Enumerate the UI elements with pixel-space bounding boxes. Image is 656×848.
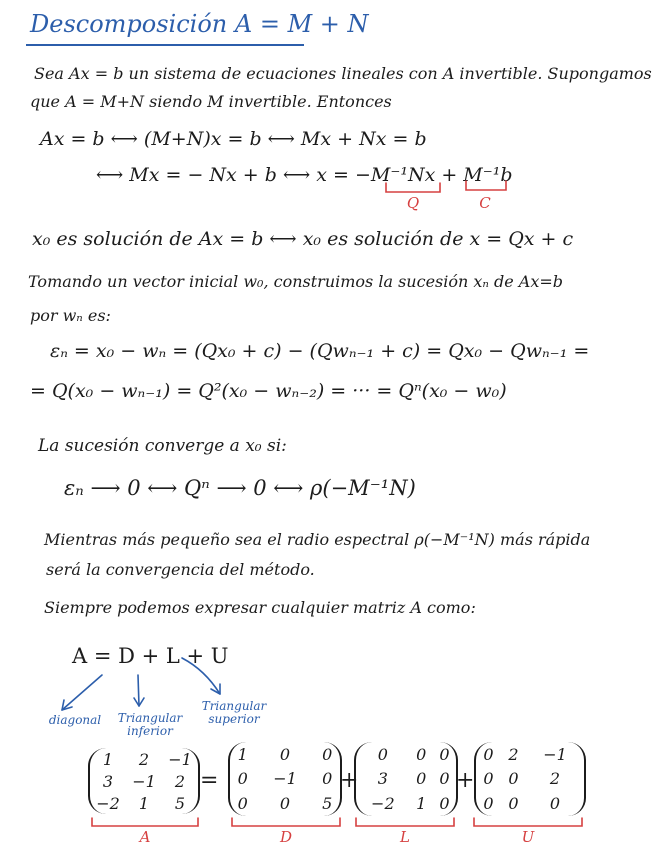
arrow-to-upper — [182, 658, 220, 694]
matrix-u-cell: 0 — [483, 769, 494, 789]
spectral-line-1: Mientras más pequeño sea el radio espectral ρ(−M⁻¹N) más rápida — [44, 530, 591, 549]
matrix-a-cell: 2 — [174, 771, 186, 791]
matrix-a-cell: 1 — [102, 749, 114, 769]
label-upper-line-1: Triangular — [201, 699, 267, 713]
matrix-u-cell: −1 — [543, 744, 567, 764]
matrix-plus-sign-1: + — [340, 768, 359, 793]
matrix-d-cell: 0 — [322, 769, 333, 789]
matrix-u-cell: 0 — [483, 744, 494, 764]
matrix-l-cell: 1 — [416, 794, 427, 814]
matrix-d-cell: 0 — [237, 794, 248, 814]
convergence-equation: εₙ ⟶ 0 ⟷ Qⁿ ⟶ 0 ⟷ ρ(−M⁻¹N) — [64, 476, 416, 500]
label-upper-line-2: superior — [208, 712, 260, 726]
matrix-d-cell: 0 — [322, 744, 333, 764]
matrix-l-cell: 0 — [377, 744, 388, 764]
derivation-equation-2: ⟷ Mx = − Nx + b ⟷ x = −M⁻¹Nx + M⁻¹b — [96, 164, 513, 186]
matrix-label-l: L — [400, 828, 410, 846]
bracket-u — [474, 818, 582, 826]
matrix-u-cell: 2 — [549, 769, 561, 789]
matrix-d-table — [230, 742, 340, 816]
matrix-a-cell: −1 — [168, 749, 192, 769]
sequence-line-2: por wₙ es: — [30, 306, 111, 325]
matrix-label-d: D — [279, 828, 293, 846]
spectral-line-2: será la convergencia del método. — [46, 560, 315, 579]
decomposition-equation: A = D + L + U — [72, 644, 229, 668]
matrix-d-cell: 5 — [322, 794, 333, 814]
bracket-a — [92, 818, 198, 826]
matrix-l-cell: 3 — [377, 769, 388, 789]
matrix-d-cell: 0 — [279, 744, 291, 764]
matrix-l-cell: 0 — [439, 769, 450, 789]
matrix-a-table — [90, 748, 198, 814]
matrix-plus-sign-2: + — [456, 768, 475, 793]
matrix-a-cell: −1 — [132, 771, 156, 791]
intro-line-2: que A = M+N siendo M invertible. Entonces — [30, 92, 392, 111]
matrix-l — [354, 742, 458, 816]
matrix-l-cell: 0 — [416, 769, 427, 789]
derivation-equation-1: Ax = b ⟷ (M+N)x = b ⟷ Mx + Nx = b — [40, 128, 427, 150]
error-equation-1: εₙ = x₀ − wₙ = (Qx₀ + c) − (Qwₙ₋₁ + c) = Qx₀ − Qwₙ₋₁ = — [50, 340, 590, 362]
error-equation-2: = Q(x₀ − wₙ₋₁) = Q²(x₀ − wₙ₋₂) = ··· = Qⁿ(x₀ − w₀) — [30, 380, 507, 402]
matrix-u-cell: 0 — [483, 794, 494, 814]
matrix-a-cell: −2 — [96, 793, 120, 813]
decomposition-line: Siempre podemos expresar cualquier matriz A como: — [44, 598, 476, 617]
label-diagonal: diagonal — [48, 713, 102, 727]
matrix-u-table — [476, 742, 584, 816]
sequence-line-1: Tomando un vector inicial w₀, construimos la sucesión xₙ de Ax=b — [28, 272, 564, 291]
matrix-l-cell: 0 — [439, 794, 450, 814]
bracket-l — [356, 818, 454, 826]
label-lower-line-2: inferior — [127, 724, 173, 738]
matrix-equals-sign: = — [200, 768, 219, 793]
arrow-to-diagonal — [62, 675, 102, 710]
arrow-to-lower — [138, 675, 139, 706]
matrix-a — [88, 748, 200, 814]
matrix-d-cell: −1 — [273, 769, 297, 789]
matrix-a-cell: 3 — [102, 771, 114, 791]
matrix-l-cell: 0 — [416, 744, 427, 764]
matrix-label-u: U — [521, 828, 535, 846]
bracket-c — [466, 181, 506, 190]
page-title: Descomposición A = M + N — [30, 10, 369, 38]
convergence-line: La sucesión converge a x₀ si: — [38, 436, 287, 456]
matrix-u — [474, 742, 586, 816]
matrix-u-cell: 2 — [508, 744, 519, 764]
bracket-q — [386, 183, 440, 192]
label-q: Q — [406, 194, 420, 212]
bracket-d — [232, 818, 340, 826]
matrix-label-a: A — [139, 828, 151, 846]
matrix-a-cell: 5 — [174, 793, 186, 813]
matrix-l-cell: −2 — [371, 794, 395, 814]
label-lower-line-1: Triangular — [117, 711, 183, 725]
matrix-a-cell: 2 — [138, 749, 150, 769]
intro-line-1: Sea Ax = b un sistema de ecuaciones lineales con A invertible. Supongamos — [34, 64, 652, 83]
matrix-d-cell: 0 — [237, 769, 248, 789]
matrix-u-cell: 0 — [549, 794, 561, 814]
solution-equivalence: x₀ es solución de Ax = b ⟷ x₀ es solución de x = Qx + c — [32, 228, 574, 250]
matrix-l-cell: 0 — [439, 744, 450, 764]
arrow-head-upper — [211, 684, 220, 694]
matrix-u-cell: 0 — [508, 769, 519, 789]
label-c: C — [479, 194, 491, 212]
matrix-l-table — [356, 742, 456, 816]
matrix-d-cell: 0 — [279, 794, 291, 814]
matrix-d — [228, 742, 342, 816]
matrix-d-cell: 1 — [237, 744, 248, 764]
matrix-a-cell: 1 — [138, 793, 150, 813]
matrix-u-cell: 0 — [508, 794, 519, 814]
